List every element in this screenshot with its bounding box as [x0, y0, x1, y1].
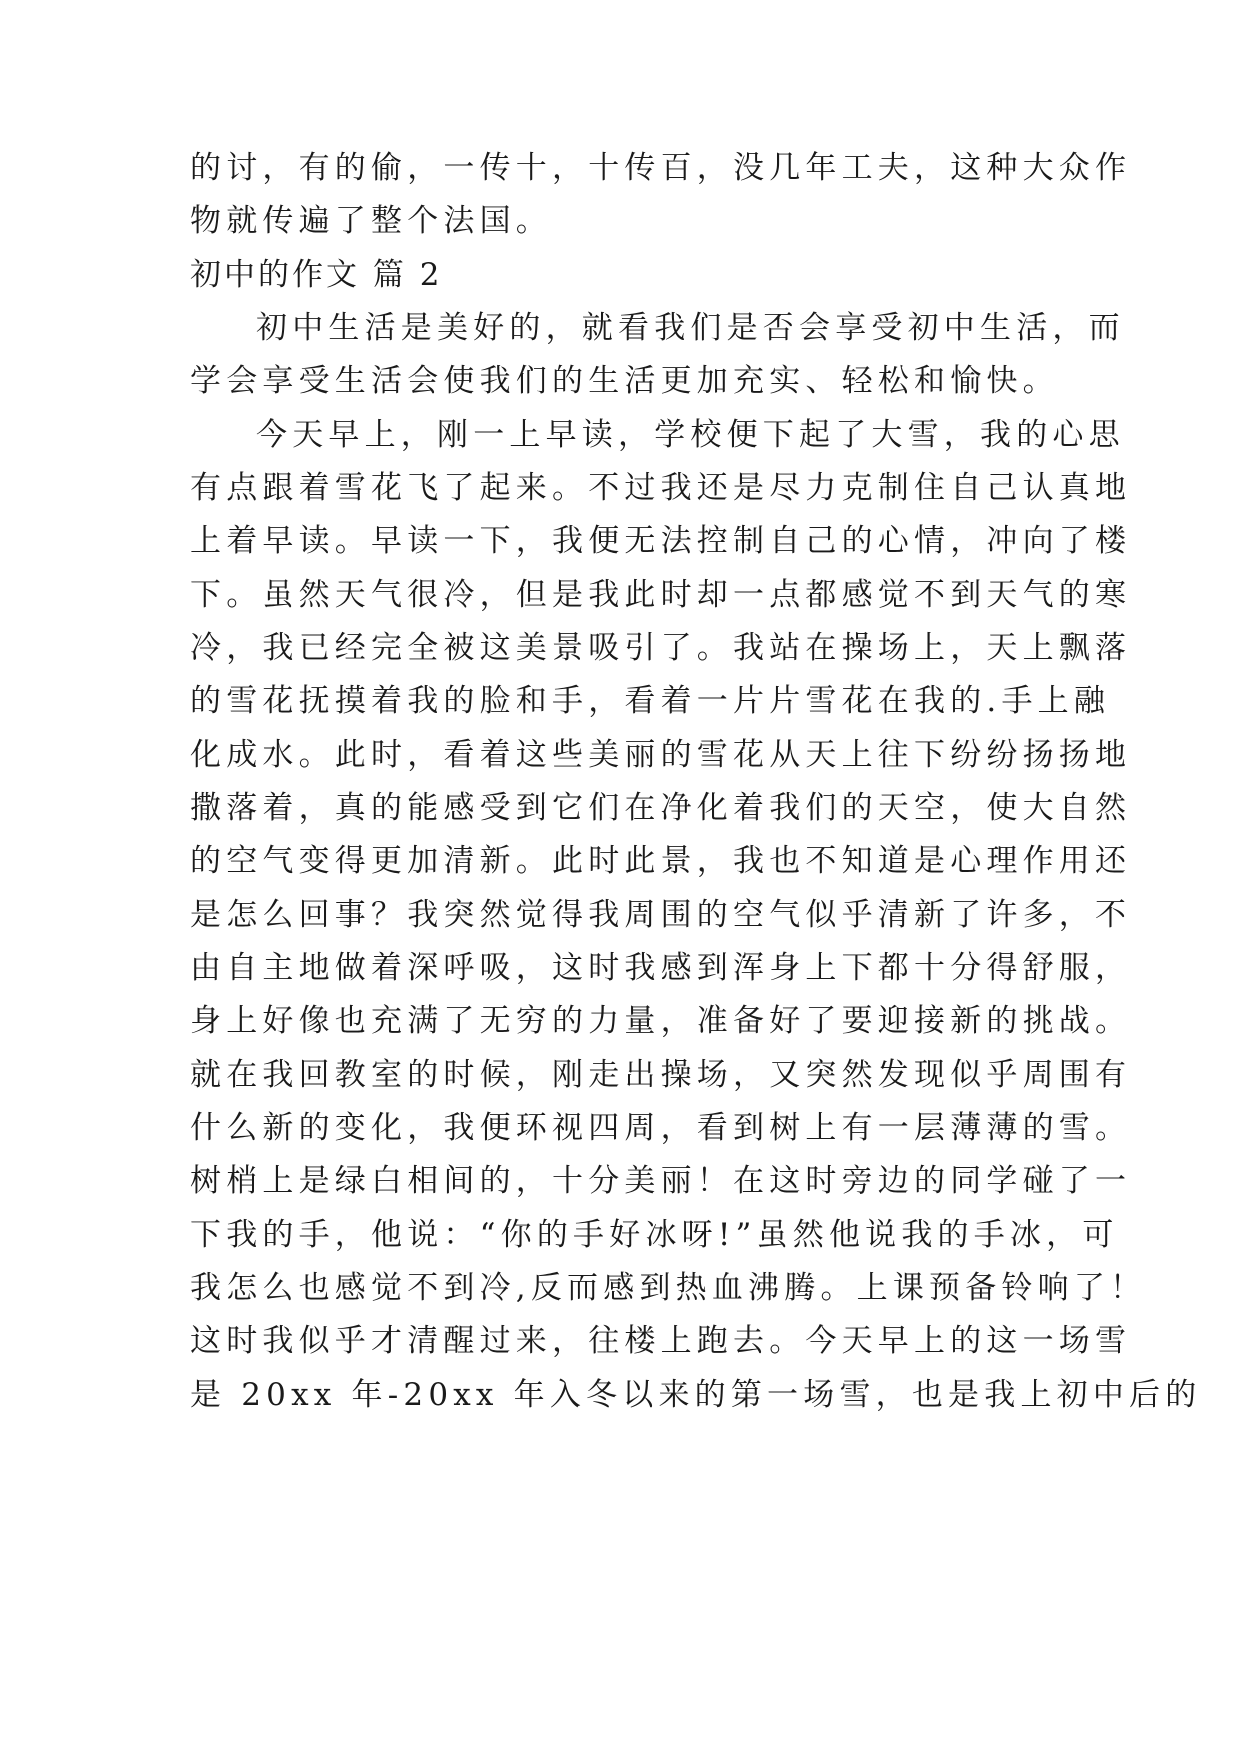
section-heading: 初中的作文 篇 2 [190, 257, 443, 293]
text-line: 是怎么回事？我突然觉得我周围的空气似乎清新了许多，不 [190, 897, 1132, 933]
text-line: 化成水。此时，看着这些美丽的雪花从天上往下纷纷扬扬地 [190, 737, 1132, 773]
text-line: 是 20xx 年-20xx 年入冬以来的第一场雪，也是我上初中后的 [190, 1377, 1202, 1413]
text-line: 的讨，有的偷，一传十，十传百，没几年工夫，这种大众作 [190, 150, 1132, 186]
text-line: 树梢上是绿白相间的，十分美丽！在这时旁边的同学碰了一 [190, 1163, 1132, 1199]
text-line: 的雪花抚摸着我的脸和手，看着一片片雪花在我的.手上融 [190, 683, 1111, 719]
paragraph-first-line: 今天早上，刚一上早读，学校便下起了大雪，我的心思 [256, 417, 1125, 453]
text-line: 上着早读。早读一下，我便无法控制自己的心情，冲向了楼 [190, 523, 1132, 559]
text-line: 物就传遍了整个法国。 [190, 203, 552, 239]
text-line: 的空气变得更加清新。此时此景，我也不知道是心理作用还 [190, 843, 1132, 879]
text-line: 这时我似乎才清醒过来，往楼上跑去。今天早上的这一场雪 [190, 1323, 1132, 1359]
text-line: 有点跟着雪花飞了起来。不过我还是尽力克制住自己认真地 [190, 470, 1132, 506]
text-line: 学会享受生活会使我们的生活更加充实、轻松和愉快。 [190, 363, 1059, 399]
text-line: 就在我回教室的时候，刚走出操场，又突然发现似乎周围有 [190, 1057, 1132, 1093]
text-line: 我怎么也感觉不到冷,反而感到热血沸腾。上课预备铃响了！ [190, 1270, 1147, 1306]
text-line: 什么新的变化，我便环视四周，看到树上有一层薄薄的雪。 [190, 1110, 1132, 1146]
text-line: 下。虽然天气很冷，但是我此时却一点都感觉不到天气的寒 [190, 577, 1132, 613]
text-line: 下我的手，他说：“你的手好冰呀!”虽然他说我的手冰，可 [190, 1217, 1119, 1253]
text-line: 冷，我已经完全被这美景吸引了。我站在操场上，天上飘落 [190, 630, 1132, 666]
text-line: 撒落着，真的能感受到它们在净化着我们的天空，使大自然 [190, 790, 1132, 826]
text-line: 身上好像也充满了无穷的力量，准备好了要迎接新的挑战。 [190, 1003, 1132, 1039]
text-line: 由自主地做着深呼吸，这时我感到浑身上下都十分得舒服， [190, 950, 1132, 986]
paragraph-first-line: 初中生活是美好的，就看我们是否会享受初中生活，而 [256, 310, 1125, 346]
